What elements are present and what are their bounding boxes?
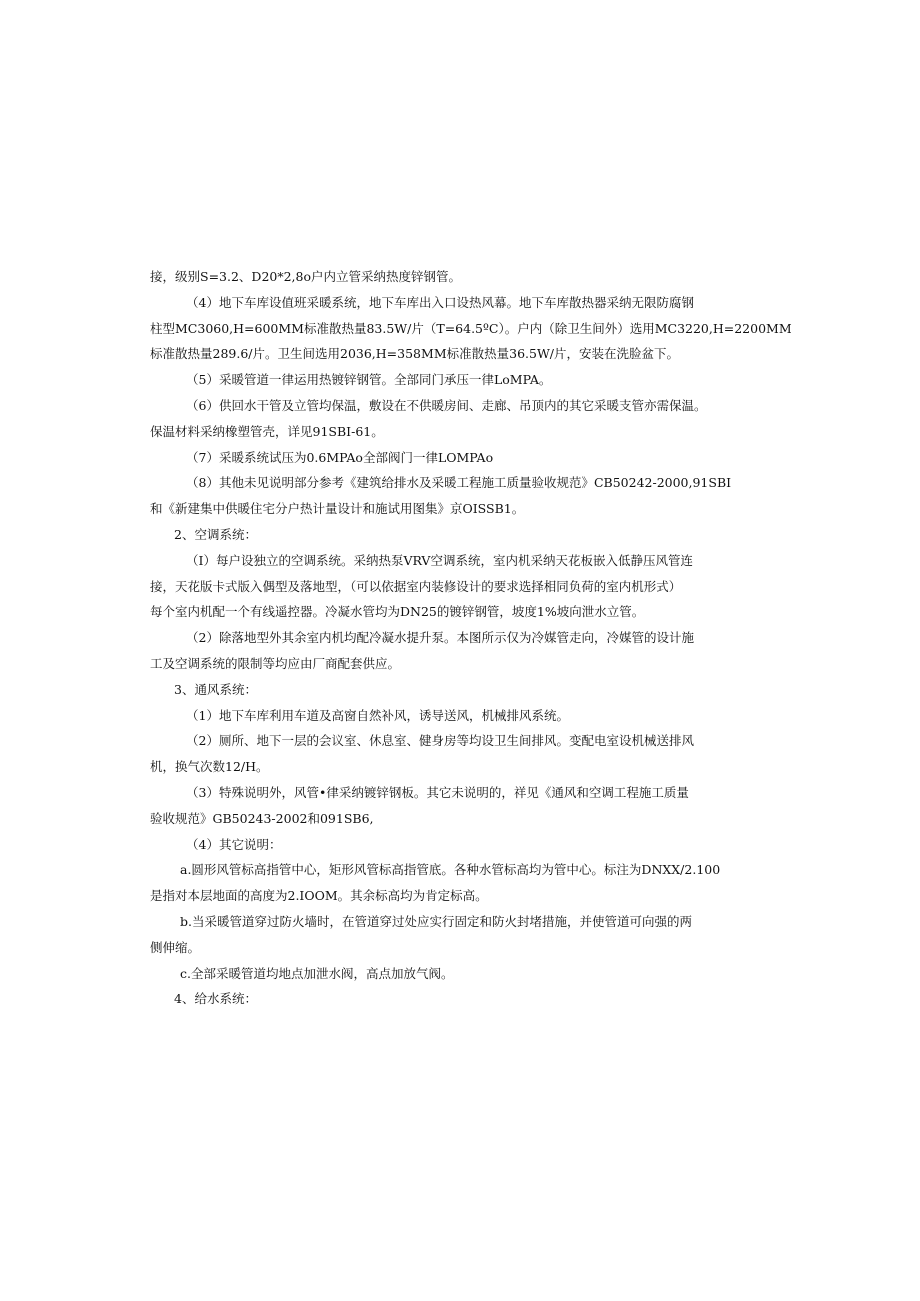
text-line: 保温材料采纳橡塑管壳，详见91SBI-61。: [150, 423, 384, 439]
text-line: （4）其它说明：: [186, 836, 282, 852]
text-line: 侧伸缩。: [150, 939, 201, 955]
text-line: （4）地下车库设值班采暖系统，地下车库出入口设热风幕。地下车库散热器采纳无限防腐钢: [186, 294, 694, 310]
text-line: 验收规范》GB50243-2002和091SB6,: [150, 810, 374, 826]
document-body: [150, 264, 792, 1012]
text-line: 是指对本层地面的高度为2.IOOM。其余标高均为肯定标高。: [150, 888, 488, 904]
text-line: 和《新建集中供暖住宅分户热计量设计和施试用图集》京OISSB1。: [150, 501, 525, 517]
text-line: 工及空调系统的限制等均应由厂商配套供应。: [150, 655, 401, 671]
text-line: 柱型MC3060,H=600MM标准散热量83.5W/片（T=64.5ºC）。户内（除卫生间外）选用MC3220,H=2200MM: [150, 320, 792, 336]
text-line: 接，级别S=3.2、D20*2,8o户内立管采纳热度锌钢管。: [150, 269, 461, 284]
text-line: （2）除落地型外其余室内机均配冷凝水提升泵。本图所示仅为冷媒管走向，冷媒管的设计施: [186, 630, 694, 646]
section-heading: 3、通风系统：: [174, 681, 257, 697]
section-heading: 4、给水系统：: [174, 991, 257, 1007]
text-line: a.圆形风管标高指管中心，矩形风管标高指管底。各种水管标高均为管中心。标注为DNXX/2.100: [180, 862, 721, 878]
text-line: （3）特殊说明外，风管•律采纳镀锌钢板。其它未说明的，祥见《通风和空调工程施工质量: [186, 784, 689, 800]
text-line: c.全部采暖管道均地点加泄水阀，高点加放气阀。: [180, 965, 454, 981]
text-line: 每个室内机配一个有线遥控器。冷凝水管均为DN25的镀锌钢管，坡度1%坡向泄水立管。: [150, 604, 645, 620]
text-line: （7）采暖系统试压为0.6MPAo全部阀门一律LOMPAo: [186, 449, 494, 465]
text-line: 标准散热量289.6/片。卫生间选用2036,H=358MM标准散热量36.5W/片，安装在洗脸盆下。: [150, 346, 680, 362]
text-line: （5）采暖管道一律运用热镀锌钢管。全部同门承压一律LoMPA。: [186, 372, 552, 388]
text-line: 机，换气次数12/H。: [150, 759, 269, 775]
text-line: 接，天花版卡式版入偶型及落地型，（可以依据室内装修设计的要求选择相同负荷的室内机形式）: [150, 578, 682, 594]
text-line: b.当采暖管道穿过防火墙时，在管道穿过处应实行固定和防火封堵措施，并使管道可向强的两: [180, 913, 692, 929]
text-line: （1）地下车库利用车道及高窗自然补风，诱导送风，机械排风系统。: [186, 707, 569, 723]
text-line: （I）每户设独立的空调系统。采纳热泵VRV空调系统，室内机采纳天花板嵌入低静压风管连: [186, 552, 693, 568]
text-line: （8）其他未见说明部分参考《建筑给排水及采暖工程施工质量验收规范》CB50242-2000,91SBI: [186, 475, 732, 491]
section-heading: 2、空调系统：: [174, 526, 257, 542]
text-line: （6）供回水干管及立管均保温，敷设在不供暖房间、走廊、吊顶内的其它采暖支管亦需保温。: [186, 397, 707, 413]
text-line: （2）厕所、地下一层的会议室、休息室、健身房等均设卫生间排风。变配电室设机械送排风: [186, 733, 694, 749]
